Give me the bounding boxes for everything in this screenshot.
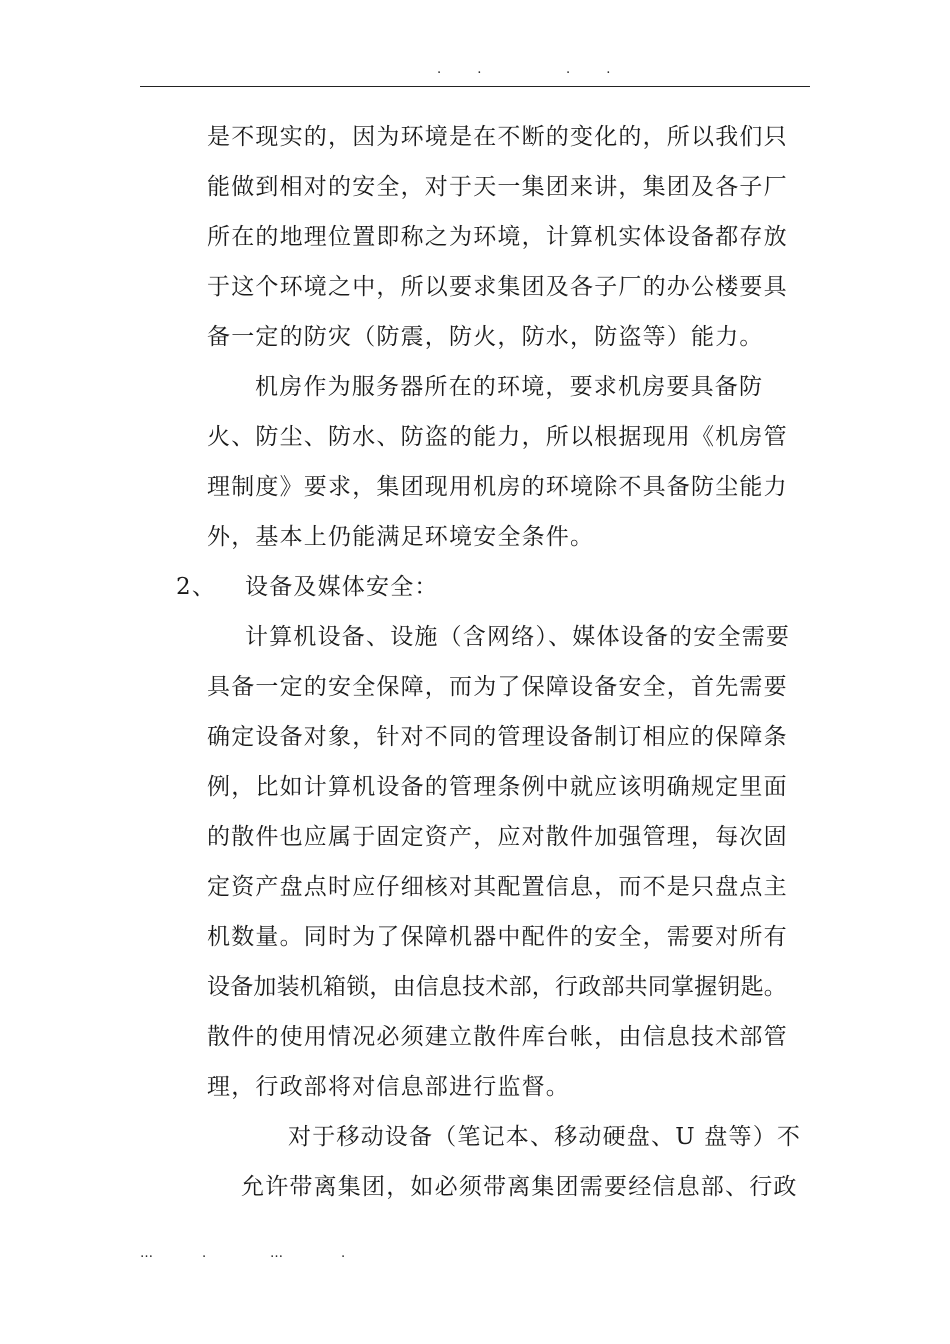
body-line: 的散件也应属于固定资产，应对散件加强管理，每次固 [207,824,788,850]
body-line: 定资产盘点时应仔细核对其配置信息，而不是只盘点主 [207,874,788,900]
body-line: 外，基本上仍能满足环境安全条件。 [207,524,595,550]
body-line: 是不现实的，因为环境是在不断的变化的，所以我们只 [207,124,788,150]
body-line: 例，比如计算机设备的管理条例中就应该明确规定里面 [207,774,788,800]
header-rule [140,86,810,87]
header-dots-left: . . [437,62,498,77]
body-line: 对于移动设备（笔记本、移动硬盘、U 盘等）不 [288,1124,802,1150]
body-line: 计算机设备、设施（含网络）、媒体设备的安全需要 [245,624,791,650]
body-line: 理制度》要求，集团现用机房的环境除不具备防尘能力 [207,474,788,500]
footer-dots: … [270,1246,283,1261]
body-line: 允许带离集团，如必须带离集团需要经信息部、行政 [241,1174,798,1200]
footer-dots: . [202,1246,207,1261]
body-line: 具备一定的安全保障，而为了保障设备安全，首先需要 [207,674,788,700]
body-line: 备一定的防灾（防震，防火，防水，防盗等）能力。 [207,324,764,350]
header-dots-right: . . [566,62,627,77]
body-line: 确定设备对象，针对不同的管理设备制订相应的保障条 [207,724,788,750]
section-number: 2、 [176,574,217,600]
section-heading: 设备及媒体安全： [245,574,439,600]
body-line: 机房作为服务器所在的环境，要求机房要具备防 [255,374,764,400]
footer-dots: . [341,1246,346,1261]
footer-dots: … [140,1246,153,1261]
body-line: 理，行政部将对信息部进行监督。 [207,1074,570,1100]
body-line: 散件的使用情况必须建立散件库台帐，由信息技术部管 [207,1024,788,1050]
body-line: 火、防尘、防水、防盗的能力，所以根据现用《机房管 [207,424,788,450]
body-line: 于这个环境之中，所以要求集团及各子厂的办公楼要具 [207,274,788,300]
body-line: 所在的地理位置即称之为环境，计算机实体设备都存放 [207,224,788,250]
body-line: 设备加装机箱锁，由信息技术部，行政部共同掌握钥匙。 [207,974,787,1000]
body-line: 能做到相对的安全，对于天一集团来讲，集团及各子厂 [207,174,788,200]
body-line: 机数量。同时为了保障机器中配件的安全，需要对所有 [207,924,788,950]
